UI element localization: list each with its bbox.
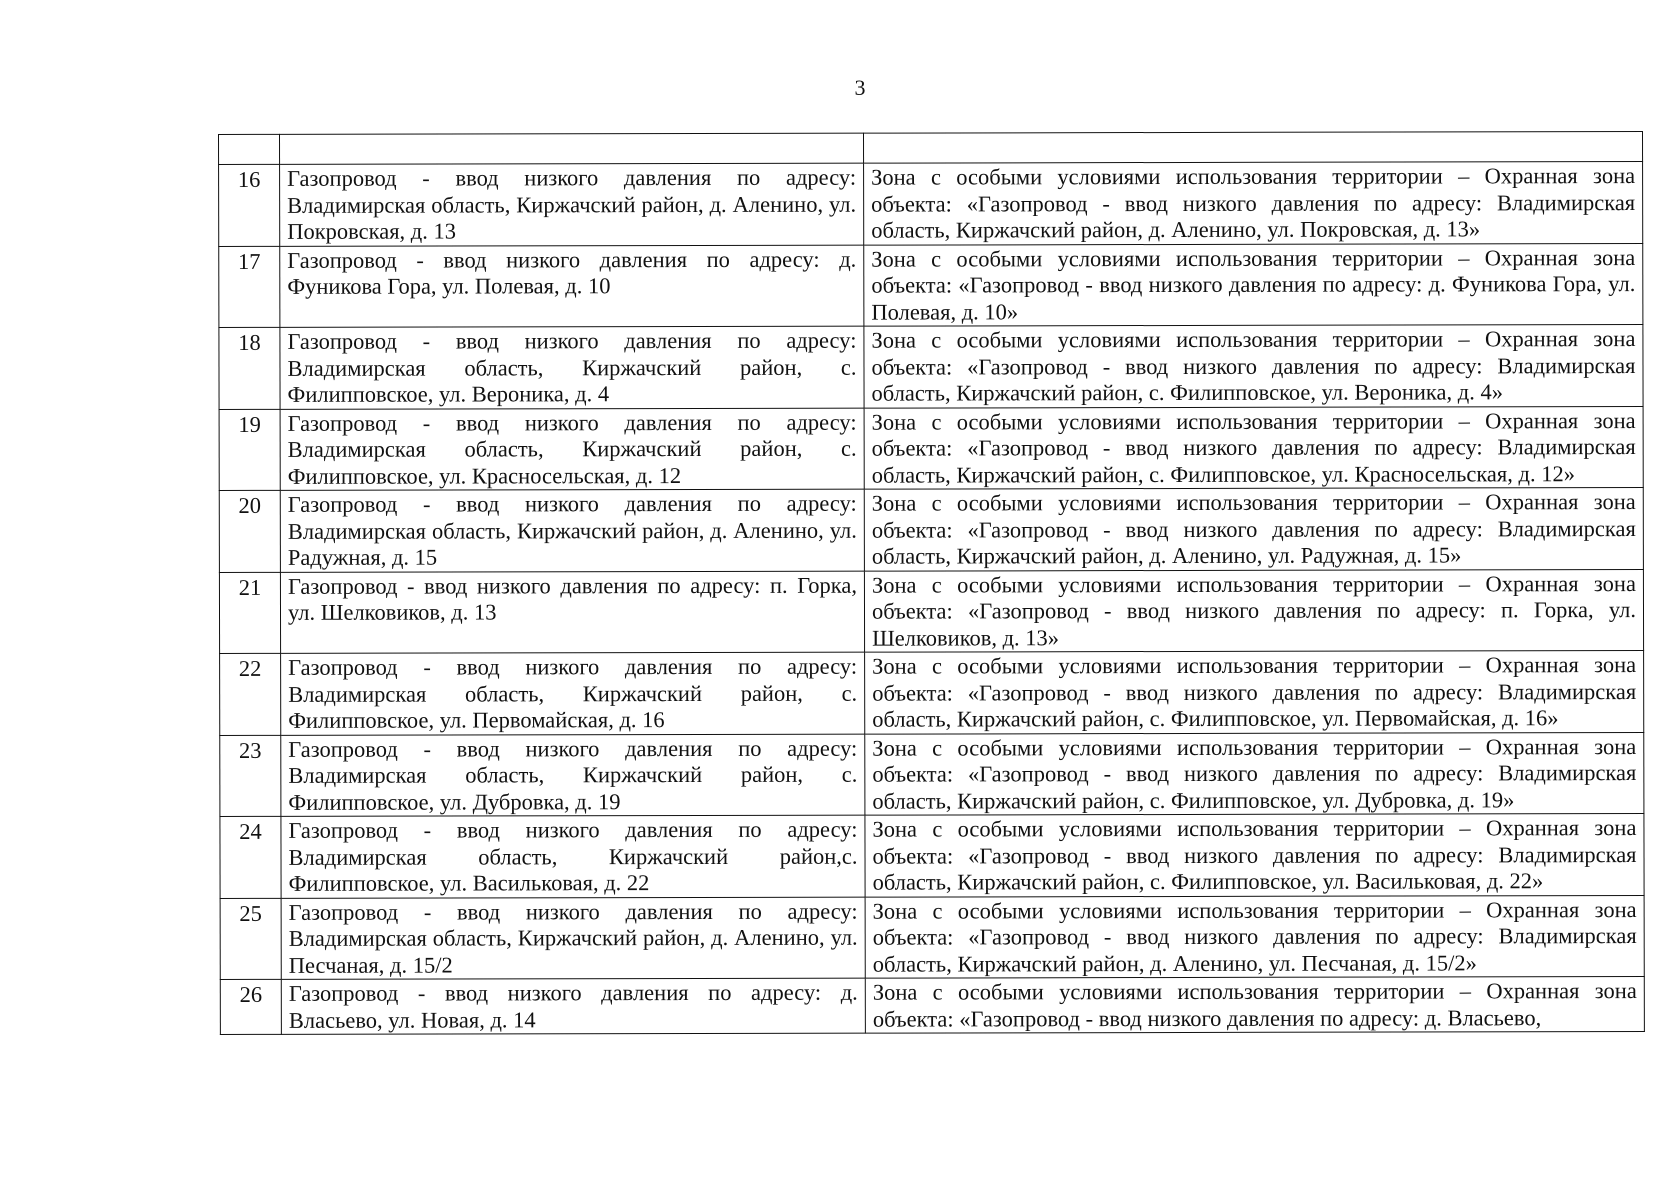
table-row — [220, 651, 1644, 735]
object-description: Газопровод - ввод низкого давления по адресу: Владимирская область, Киржачский район, д. Аленино, ул. Радужная, д. 15 — [280, 489, 864, 572]
zone-description: Зона с особыми условиями использования территории – Охранная зона объекта: «Газопровод - ввод низкого давления по адресу: Владимирская область, Киржачский район, д. Аленино, ул. Радужная, д. 15» — [864, 488, 1643, 571]
object-description: Газопровод - ввод низкого давления по адресу: Владимирская область, Киржачский район, с. Филипповское, ул. Вероника, д. 4 — [280, 326, 864, 409]
table-row — [220, 895, 1644, 979]
zone-description: Зона с особыми условиями использования территории – Охранная зона объекта: «Газопровод - ввод низкого давления по адресу: Владимирская область, Киржачский район, д. Аленино, ул. Покровская, д. 13» — [864, 162, 1643, 245]
table-row — [219, 325, 1643, 409]
object-description: Газопровод - ввод низкого давления по адресу: д. Власьево, ул. Новая, д. 14 — [281, 978, 865, 1034]
page-number: 3 — [854, 75, 866, 100]
zones-table — [218, 131, 1645, 1035]
object-description: Газопровод - ввод низкого давления по адресу: Владимирская область, Киржачский район, с. Филипповское, ул. Первомайская, д. 16 — [281, 652, 865, 735]
zone-description: Зона с особыми условиями использования территории – Охранная зона объекта: «Газопровод - ввод низкого давления по адресу: Владимирская область, Киржачский район, с. Филипповское, ул. Васильковая, д. 22» — [865, 814, 1644, 897]
zone-description: Зона с особыми условиями использования территории – Охранная зона объекта: «Газопровод - ввод низкого давления по адресу: д. Власьево, — [865, 977, 1644, 1034]
object-description: Газопровод - ввод низкого давления по адресу: п. Горка, ул. Шелковиков, д. 13 — [280, 571, 864, 654]
zone-description: Зона с особыми условиями использования территории – Охранная зона объекта: «Газопровод - ввод низкого давления по адресу: Владимирская область, Киржачский район, с. Филипповское, ул. Дубровка, д. 19» — [865, 732, 1644, 815]
zone-description: Зона с особыми условиями использования территории – Охранная зона объекта: «Газопровод - ввод низкого давления по адресу: Владимирская область, Киржачский район, д. Аленино, ул. Песчаная, д. 15/2» — [865, 895, 1644, 978]
row-number: 17 — [219, 246, 280, 328]
zone-description: Зона с особыми условиями использования территории – Охранная зона объекта: «Газопровод - ввод низкого давления по адресу: п. Горка, ул. Шелковиков, д. 13» — [864, 569, 1643, 652]
object-description: Газопровод - ввод низкого давления по адресу: Владимирская область, Киржачский район, д. Аленино, ул. Покровская, д. 13 — [280, 163, 864, 246]
row-number: 24 — [220, 816, 281, 898]
header-cell-number — [219, 134, 280, 164]
row-number: 20 — [219, 490, 280, 572]
zone-description: Зона с особыми условиями использования территории – Охранная зона объекта: «Газопровод - ввод низкого давления по адресу: Владимирская область, Киржачский район, с. Филипповское, ул. Первомайская, д. 16» — [865, 651, 1644, 734]
zone-description: Зона с особыми условиями использования территории – Охранная зона объекта: «Газопровод - ввод низкого давления по адресу: Владимирская область, Киржачский район, с. Филипповское, ул. Красносельская, д. 12» — [864, 406, 1643, 489]
object-description: Газопровод - ввод низкого давления по адресу: Владимирская область, Киржачский район, д. Аленино, ул. Песчаная, д. 15/2 — [281, 897, 865, 980]
row-number: 21 — [219, 572, 280, 654]
table-header-row — [219, 132, 1643, 165]
object-description: Газопровод - ввод низкого давления по адресу: Владимирская область, Киржачский район,с. Филипповское, ул. Васильковая, д. 22 — [281, 815, 865, 898]
object-description: Газопровод - ввод низкого давления по адресу: д. Фуникова Гора, ул. Полевая, д. 10 — [280, 245, 864, 328]
table-row — [219, 243, 1643, 327]
row-number: 19 — [219, 409, 280, 491]
zones-table-body — [219, 132, 1645, 1035]
table-row — [220, 732, 1644, 816]
row-number: 18 — [219, 327, 280, 409]
row-number: 23 — [220, 735, 281, 817]
table-row — [219, 406, 1643, 490]
row-number: 25 — [220, 898, 281, 980]
table-row — [219, 488, 1643, 572]
row-number: 26 — [220, 979, 281, 1034]
table-row — [220, 977, 1644, 1035]
object-description: Газопровод - ввод низкого давления по адресу: Владимирская область, Киржачский район, с. Филипповское, ул. Красносельская, д. 12 — [280, 408, 864, 491]
header-cell-object — [280, 133, 864, 164]
table-row — [219, 162, 1643, 246]
zone-description: Зона с особыми условиями использования территории – Охранная зона объекта: «Газопровод - ввод низкого давления по адресу: Владимирская область, Киржачский район, с. Филипповское, ул. Вероника, д. 4» — [864, 325, 1643, 408]
row-number: 22 — [220, 653, 281, 735]
object-description: Газопровод - ввод низкого давления по адресу: Владимирская область, Киржачский район, с. Филипповское, ул. Дубровка, д. 19 — [281, 734, 865, 817]
header-cell-zone — [863, 132, 1642, 164]
table-row — [219, 569, 1643, 653]
zone-description: Зона с особыми условиями использования территории – Охранная зона объекта: «Газопровод - ввод низкого давления по адресу: д. Фуникова Гора, ул. Полевая, д. 10» — [864, 243, 1643, 326]
row-number: 16 — [219, 164, 280, 246]
table-row — [220, 814, 1644, 898]
